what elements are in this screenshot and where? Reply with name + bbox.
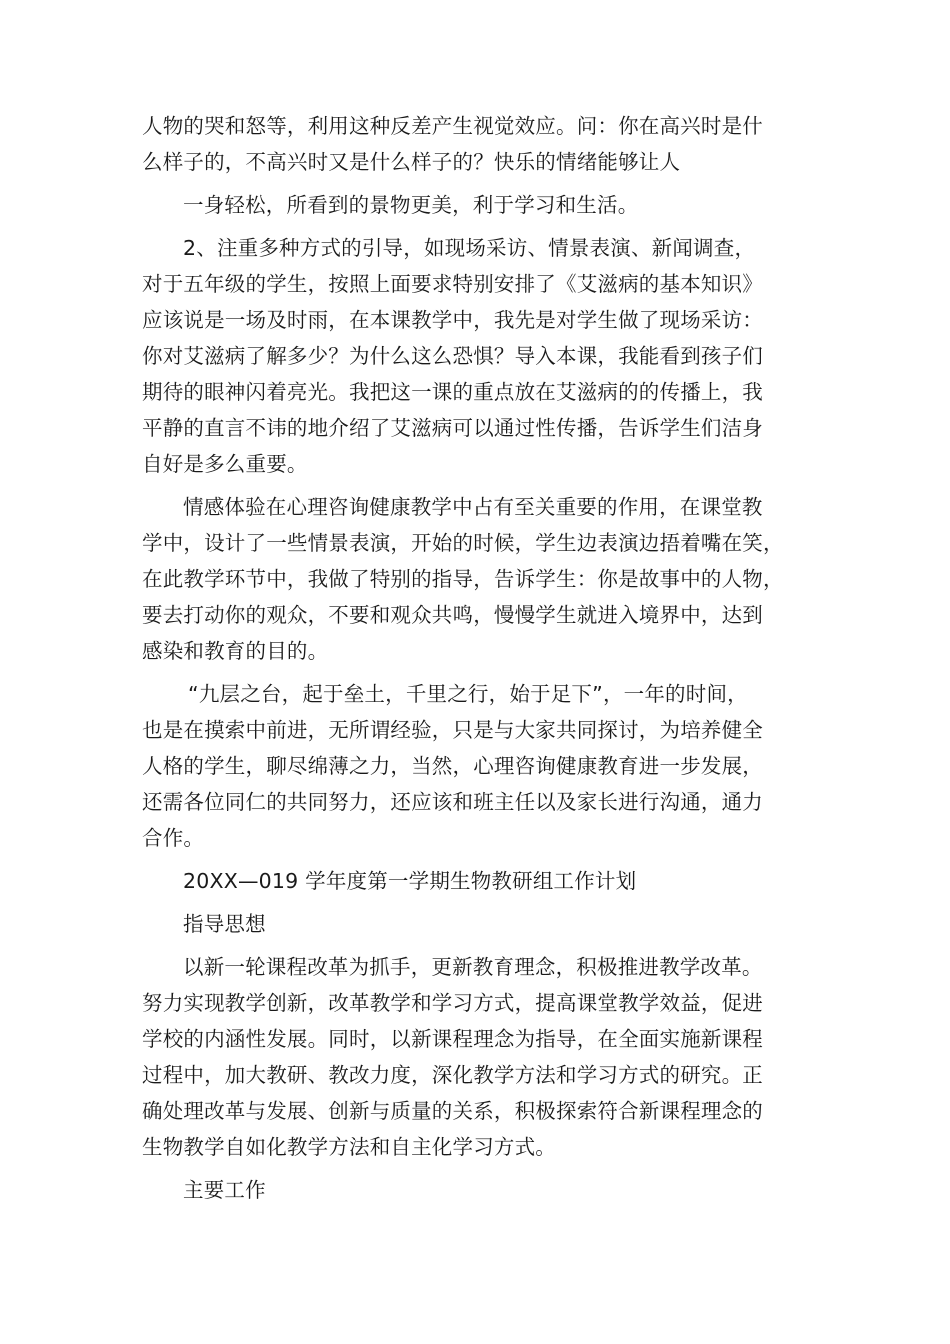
text-line: 指导思想: [183, 912, 266, 936]
text-line: 主要工作: [183, 1178, 266, 1202]
text-line: 人物的哭和怒等，利用这种反差产生视觉效应。问：你在高兴时是什: [142, 114, 763, 138]
text-line: 期待的眼神闪着亮光。我把这一课的重点放在艾滋病的的传播上，我: [142, 380, 763, 404]
text-line: 你对艾滋病了解多少？为什么这么恐惧？导入本课，我能看到孩子们: [142, 344, 763, 368]
text-line: 以新一轮课程改革为抓手，更新教育理念，积极推进教学改革。: [183, 955, 763, 979]
text-line: “九层之台，起于垒土，千里之行，始于足下”，一年的时间，: [188, 682, 748, 706]
heading-main-work: [142, 1172, 822, 1208]
text-line: 努力实现教学创新，改革教学和学习方式，提高课堂教学效益，促进: [142, 991, 763, 1015]
text-line: 情感体验在心理咨询健康教学中占有至关重要的作用，在课堂教: [183, 495, 763, 519]
text-line: 感染和教育的目的。: [142, 639, 329, 663]
text-line: 学校的内涵性发展。同时，以新课程理念为指导，在全面实施新课程: [142, 1027, 763, 1051]
text-line: 确处理改革与发展、创新与质量的关系，积极探索符合新课程理念的: [142, 1099, 763, 1123]
text-line: 在此教学环节中，我做了特别的指导，告诉学生：你是故事中的人物，: [142, 567, 784, 591]
text-line: 生物教学自如化教学方法和自主化学习方式。: [142, 1135, 556, 1159]
text-line: 自好是多么重要。: [142, 452, 308, 476]
section-title: [142, 863, 822, 899]
heading-guiding-ideology: [142, 906, 822, 942]
paragraph-5: [142, 676, 822, 856]
paragraph-3: [142, 230, 822, 482]
text-line: 平静的直言不讳的地介绍了艾滋病可以通过性传播，告诉学生们洁身: [142, 416, 763, 440]
text-line: 人格的学生，聊尽绵薄之力，当然，心理咨询健康教育进一步发展，: [142, 754, 763, 778]
paragraph-4: [142, 489, 822, 669]
text-line: 2、注重多种方式的引导，如现场采访、情景表演、新闻调查，: [183, 236, 756, 260]
text-line: 要去打动你的观众，不要和观众共鸣，慢慢学生就进入境界中，达到: [142, 603, 763, 627]
paragraph-8: [142, 949, 822, 1165]
document-body: [142, 108, 822, 1215]
text-line: 么样子的，不高兴时又是什么样子的？快乐的情绪能够让人: [142, 150, 681, 174]
text-line: 也是在摸索中前进，无所谓经验，只是与大家共同探讨，为培养健全: [142, 718, 763, 742]
text-line: 对于五年级的学生，按照上面要求特别安排了《艾滋病的基本知识》: [142, 272, 763, 296]
text-line: 应该说是一场及时雨，在本课教学中，我先是对学生做了现场采访：: [142, 308, 763, 332]
text-line: 20XX—019 学年度第一学期生物教研组工作计划: [183, 869, 637, 893]
text-line: 一身轻松，所看到的景物更美，利于学习和生活。: [183, 193, 639, 217]
paragraph-2: [142, 187, 822, 223]
text-line: 合作。: [142, 826, 205, 850]
text-line: 过程中，加大教研、教改力度，深化教学方法和学习方式的研究。正: [142, 1063, 763, 1087]
text-line: 还需各位同仁的共同努力，还应该和班主任以及家长进行沟通，通力: [142, 790, 763, 814]
text-line: 学中，设计了一些情景表演，开始的时候，学生边表演边捂着嘴在笑，: [142, 531, 784, 555]
paragraph-1: [142, 108, 822, 180]
